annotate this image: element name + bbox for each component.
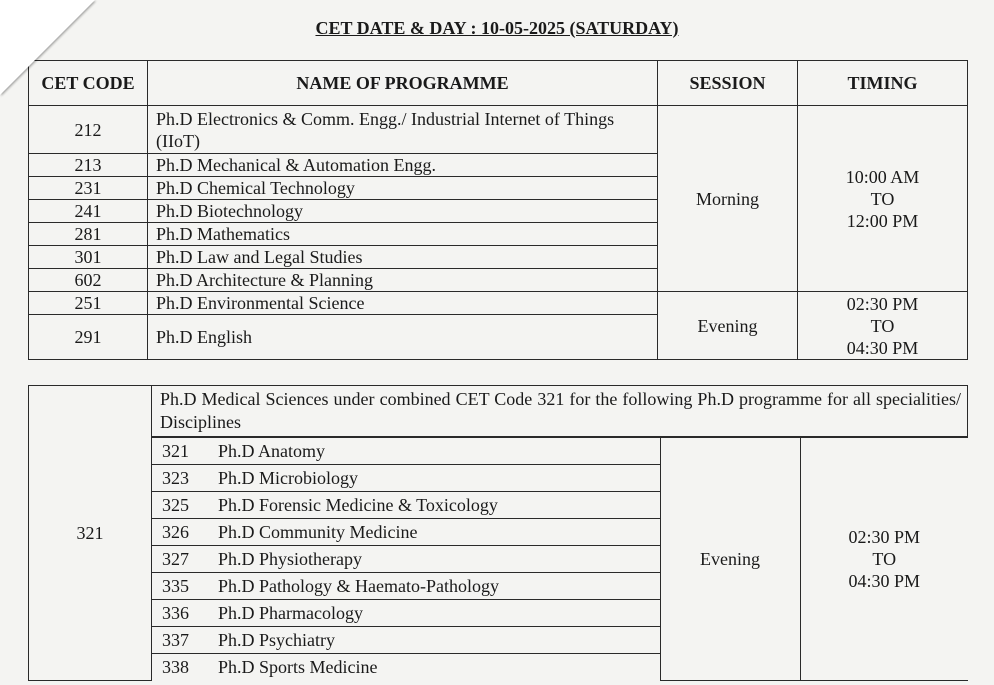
session-cell: Evening bbox=[660, 438, 800, 681]
programme-cell: Ph.D Chemical Technology bbox=[148, 177, 658, 200]
timing-start: 10:00 AM bbox=[845, 166, 920, 187]
programme-cell: Ph.D Architecture & Planning bbox=[148, 269, 658, 292]
page-fold-corner bbox=[0, 0, 95, 95]
medical-heading: Ph.D Medical Sciences under combined CET Code 321 for the following Ph.D programme for all specialities/ Disciplines bbox=[152, 386, 968, 437]
sub-programme: Ph.D Forensic Medicine & Toxicology bbox=[218, 495, 498, 515]
cet-code-cell: 281 bbox=[29, 223, 148, 246]
schedule-table-main bbox=[28, 60, 968, 360]
sub-programme-cell bbox=[152, 600, 660, 627]
cet-code-cell: 212 bbox=[29, 106, 148, 154]
sub-programme-cell bbox=[152, 519, 660, 546]
cet-code-cell: 301 bbox=[29, 246, 148, 269]
sub-programme: Ph.D Anatomy bbox=[218, 441, 326, 461]
sub-programme: Ph.D Physiotherapy bbox=[218, 549, 362, 569]
table-row bbox=[29, 292, 968, 315]
table-row bbox=[29, 106, 968, 154]
timing-to: TO bbox=[870, 188, 895, 209]
sub-code: 323 bbox=[162, 468, 189, 488]
sub-programme: Ph.D Sports Medicine bbox=[218, 657, 378, 677]
sub-programme: Ph.D Pathology & Haemato-Pathology bbox=[218, 576, 499, 596]
sub-programme: Ph.D Psychiatry bbox=[218, 630, 335, 650]
cet-code-cell: 602 bbox=[29, 269, 148, 292]
programme-cell: Ph.D Mechanical & Automation Engg. bbox=[148, 154, 658, 177]
sub-programme-cell bbox=[152, 546, 660, 573]
sub-programme-cell bbox=[152, 438, 660, 465]
sub-code: 325 bbox=[162, 495, 189, 515]
timing-end: 12:00 PM bbox=[846, 210, 919, 231]
sub-code: 327 bbox=[162, 549, 189, 569]
sub-code: 326 bbox=[162, 522, 189, 542]
schedule-table-medical bbox=[28, 385, 968, 681]
timing-start: 02:30 PM bbox=[846, 293, 919, 314]
cet-code-cell: 213 bbox=[29, 154, 148, 177]
cet-code-cell: 241 bbox=[29, 200, 148, 223]
header-session: SESSION bbox=[658, 61, 798, 106]
medical-subtable-cell bbox=[152, 437, 968, 681]
table-row bbox=[152, 438, 968, 465]
sub-programme-cell bbox=[152, 654, 660, 681]
timing-end: 04:30 PM bbox=[848, 570, 921, 591]
timing-to: TO bbox=[870, 315, 895, 336]
cet-code-cell: 251 bbox=[29, 292, 148, 315]
session-cell: Morning bbox=[658, 106, 798, 292]
page-title: CET DATE & DAY : 10-05-2025 (SATURDAY) bbox=[315, 18, 679, 38]
timing-cell bbox=[798, 292, 968, 360]
programme-cell: Ph.D Electronics & Comm. Engg./ Industrial Internet of Things (IIoT) bbox=[148, 106, 658, 154]
programme-cell: Ph.D Mathematics bbox=[148, 223, 658, 246]
header-programme: NAME OF PROGRAMME bbox=[148, 61, 658, 106]
cet-code-cell: 231 bbox=[29, 177, 148, 200]
timing-to: TO bbox=[872, 548, 897, 569]
programme-cell: Ph.D Environmental Science bbox=[148, 292, 658, 315]
medical-subtable bbox=[152, 437, 968, 681]
header-timing: TIMING bbox=[798, 61, 968, 106]
timing-start: 02:30 PM bbox=[848, 526, 921, 547]
programme-cell: Ph.D Biotechnology bbox=[148, 200, 658, 223]
timing-end: 04:30 PM bbox=[846, 337, 919, 358]
cet-code-cell: 321 bbox=[29, 386, 152, 681]
sub-programme: Ph.D Community Medicine bbox=[218, 522, 418, 542]
sub-code: 336 bbox=[162, 603, 189, 623]
sub-programme: Ph.D Pharmacology bbox=[218, 603, 363, 623]
sub-code: 337 bbox=[162, 630, 189, 650]
programme-cell: Ph.D Law and Legal Studies bbox=[148, 246, 658, 269]
programme-cell: Ph.D English bbox=[148, 315, 658, 360]
timing-cell bbox=[798, 106, 968, 292]
sub-programme: Ph.D Microbiology bbox=[218, 468, 359, 488]
session-cell: Evening bbox=[658, 292, 798, 360]
header-cet-code: CET CODE bbox=[29, 61, 148, 106]
sub-code: 335 bbox=[162, 576, 189, 596]
sub-programme-cell bbox=[152, 492, 660, 519]
timing-cell bbox=[800, 438, 968, 681]
sub-code: 338 bbox=[162, 657, 189, 677]
sub-programme-cell bbox=[152, 465, 660, 492]
cet-code-cell: 291 bbox=[29, 315, 148, 360]
sub-code: 321 bbox=[162, 441, 189, 461]
sub-programme-cell bbox=[152, 573, 660, 600]
sub-programme-cell bbox=[152, 627, 660, 654]
